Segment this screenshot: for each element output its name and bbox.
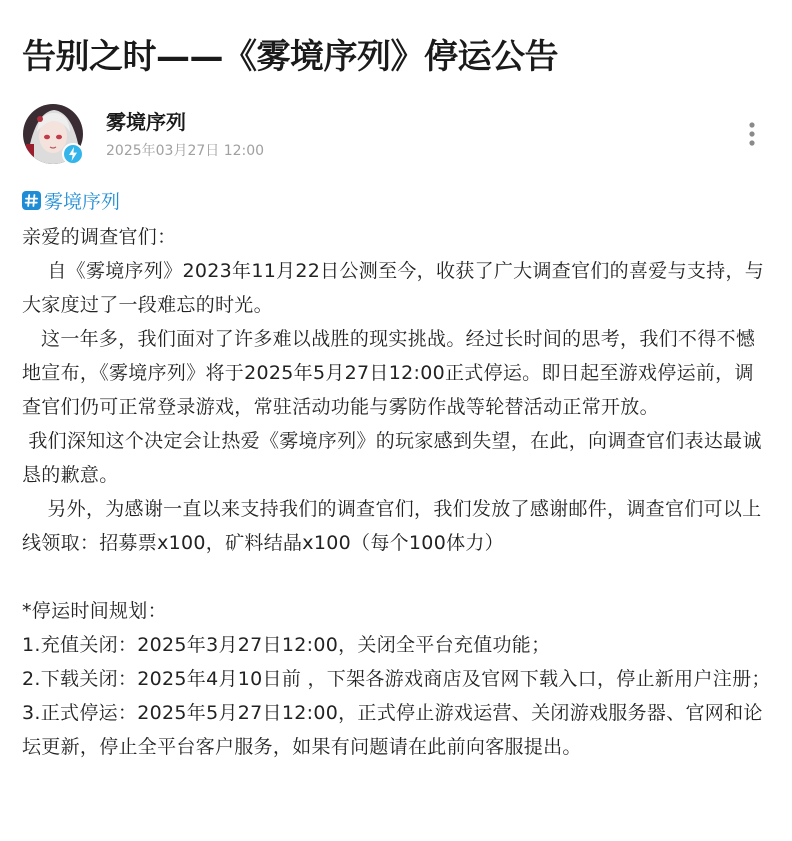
topic-tag[interactable] xyxy=(22,186,120,214)
schedule-item-1: 1.充值关闭：2025年3月27日12:00，关闭全平台充值功能； xyxy=(22,634,551,656)
paragraph-intro: 自《雾境序列》2023年11月22日公测至今，收获了广大调查官们的喜爱与支持，与大家度过了一段难忘的时光。 xyxy=(22,260,765,316)
paragraph-announcement: 这一年多，我们面对了许多难以战胜的现实挑战。经过长时间的思考，我们不得不憾地宣布，《雾境序列》将于2025年5月27日12:00正式停运。即日起至游戏停运前，调查官们仍可正常登录游戏，常驻活动功能与雾防作战等轮替活动正常开放。 xyxy=(22,328,756,418)
more-options-button[interactable] xyxy=(740,118,764,150)
post-content xyxy=(22,220,772,764)
schedule-item-3: 3.正式停运：2025年5月27日12:00，正式停止游戏运营、关闭游戏服务器、官网和论坛更新，停止全平台客户服务，如果有问题请在此前向客服提出。 xyxy=(22,702,763,758)
blank-line xyxy=(22,560,772,594)
author-avatar[interactable] xyxy=(23,104,83,164)
verified-bolt-icon xyxy=(62,143,84,165)
greeting: 亲爱的调查官们： xyxy=(22,226,177,248)
author-name[interactable]: 雾境序列 xyxy=(106,110,186,134)
more-vertical-icon xyxy=(740,118,764,150)
paragraph-apology: 我们深知这个决定会让热爱《雾境序列》的玩家感到失望，在此，向调查官们表达最诚恳的歉意。 xyxy=(22,430,762,486)
post-title: 告别之时——《雾境序列》停运公告 xyxy=(22,37,558,77)
paragraph-compensation: 另外，为感谢一直以来支持我们的调查官们，我们发放了感谢邮件，调查官们可以上线领取：招募票x100，矿料结晶x100（每个100体力） xyxy=(22,498,762,554)
hashtag-icon xyxy=(22,191,41,210)
schedule-item-2: 2.下载关闭：2025年4月10日前 ，下架各游戏商店及官网下载入口，停止新用户注册； xyxy=(22,668,771,690)
topic-label: 雾境序列 xyxy=(44,190,121,213)
post-timestamp: 2025年03月27日 12:00 xyxy=(106,143,265,159)
schedule-heading: *停运时间规划： xyxy=(22,600,167,622)
